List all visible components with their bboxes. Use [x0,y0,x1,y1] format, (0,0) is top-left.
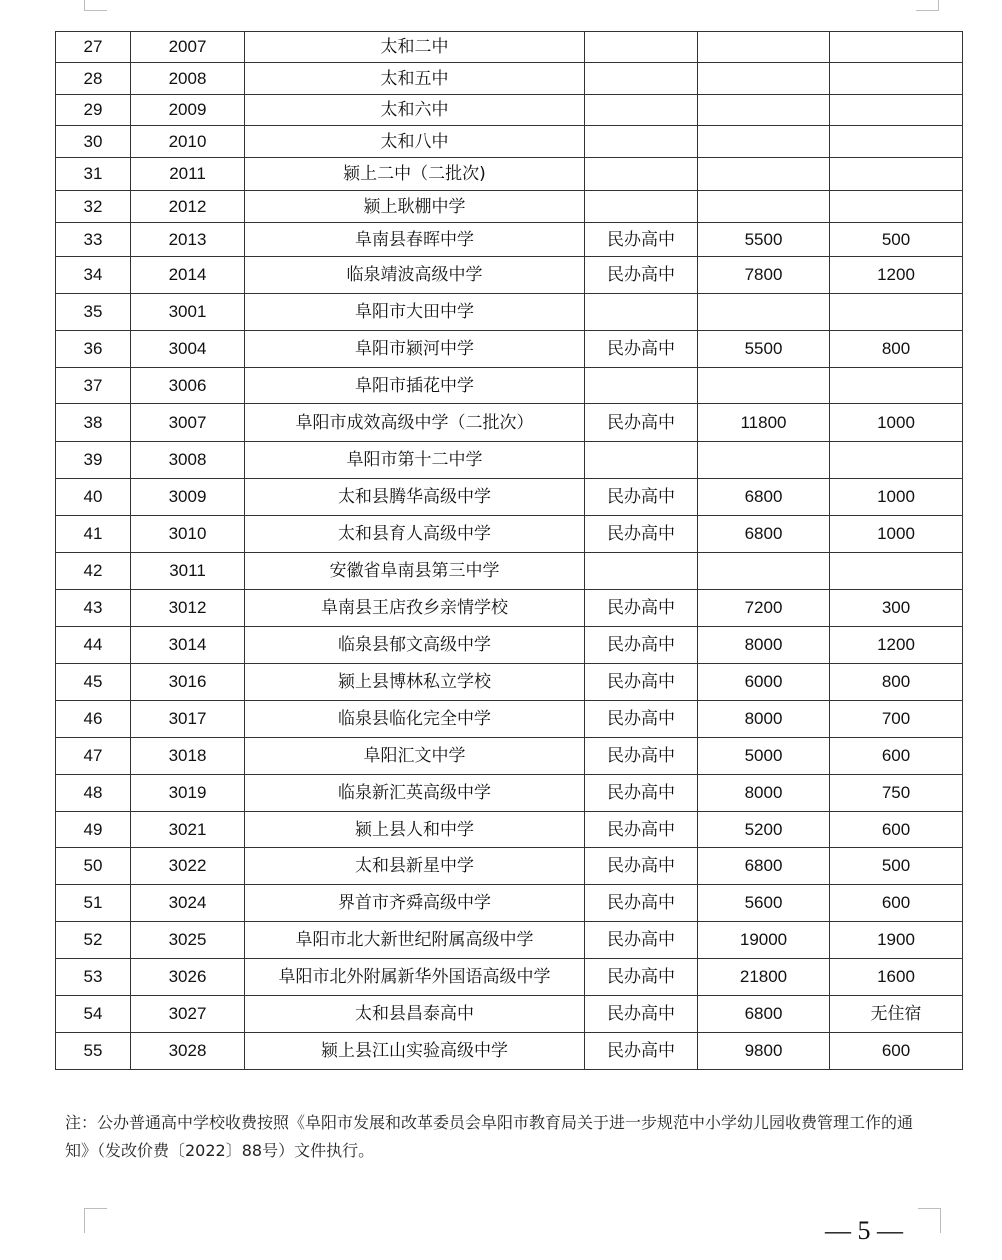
row-school-name-cell: 颍上县博林私立学校 [245,664,585,701]
row-code-cell: 3007 [131,404,245,442]
row-school-name-cell: 太和县腾华高级中学 [245,479,585,516]
table-row [56,553,963,590]
row-lodging-cell [830,95,963,126]
row-school-type-cell [585,126,698,158]
row-lodging-cell: 300 [830,590,963,627]
table-row [56,701,963,738]
row-lodging-cell: 500 [830,223,963,257]
row-seq-cell: 46 [56,701,131,738]
row-lodging-cell: 1600 [830,959,963,996]
row-school-type-cell: 民办高中 [585,404,698,442]
table-row [56,63,963,95]
table-row [56,959,963,996]
row-school-type-cell: 民办高中 [585,738,698,775]
row-school-type-cell: 民办高中 [585,664,698,701]
row-school-name-cell: 颍上耿棚中学 [245,191,585,223]
footnote: 注：公办普通高中学校收费按照《阜阳市发展和改革委员会阜阳市教育局关于进一步规范中小学幼儿园收费管理工作的通知》（发改价费〔2022〕88号）文件执行。 [65,1113,914,1160]
row-lodging-cell: 1000 [830,516,963,553]
row-school-name-cell: 阜阳市插花中学 [245,368,585,404]
row-school-name-cell: 太和二中 [245,32,585,63]
row-seq-cell: 53 [56,959,131,996]
row-seq-cell: 38 [56,404,131,442]
row-lodging-cell [830,126,963,158]
row-tuition-cell: 6800 [698,479,830,516]
table-row [56,191,963,223]
row-school-name-cell: 阜阳市北外附属新华外国语高级中学 [245,959,585,996]
row-tuition-cell [698,158,830,191]
row-tuition-cell: 5500 [698,331,830,368]
crop-mark-bottom-right [918,1208,941,1233]
school-fee-table [55,31,963,1070]
row-tuition-cell: 8000 [698,627,830,664]
table-row [56,738,963,775]
table-row [56,331,963,368]
row-tuition-cell: 6800 [698,516,830,553]
row-school-name-cell: 阜阳市北大新世纪附属高级中学 [245,922,585,959]
row-tuition-cell: 5000 [698,738,830,775]
row-code-cell: 3022 [131,848,245,885]
row-code-cell: 3018 [131,738,245,775]
row-lodging-cell: 800 [830,331,963,368]
row-lodging-cell: 1200 [830,257,963,294]
row-code-cell: 3024 [131,885,245,922]
row-seq-cell: 32 [56,191,131,223]
row-school-name-cell: 安徽省阜南县第三中学 [245,553,585,590]
row-school-name-cell: 太和县新星中学 [245,848,585,885]
row-seq-cell: 40 [56,479,131,516]
row-tuition-cell: 9800 [698,1033,830,1070]
row-school-type-cell [585,191,698,223]
table-row [56,95,963,126]
row-tuition-cell [698,294,830,331]
row-lodging-cell [830,368,963,404]
row-school-type-cell: 民办高中 [585,331,698,368]
row-school-type-cell: 民办高中 [585,922,698,959]
row-seq-cell: 45 [56,664,131,701]
row-tuition-cell: 5200 [698,812,830,848]
row-lodging-cell: 1000 [830,404,963,442]
row-school-type-cell: 民办高中 [585,223,698,257]
row-seq-cell: 41 [56,516,131,553]
row-school-name-cell: 临泉县临化完全中学 [245,701,585,738]
row-seq-cell: 27 [56,32,131,63]
crop-mark-top-left [84,0,107,11]
row-lodging-cell: 600 [830,812,963,848]
row-seq-cell: 50 [56,848,131,885]
row-tuition-cell: 8000 [698,701,830,738]
row-school-name-cell: 太和六中 [245,95,585,126]
table-row [56,812,963,848]
row-code-cell: 3010 [131,516,245,553]
row-seq-cell: 33 [56,223,131,257]
row-seq-cell: 36 [56,331,131,368]
row-code-cell: 3026 [131,959,245,996]
school-fee-table-body [56,32,963,1070]
row-lodging-cell [830,191,963,223]
row-school-name-cell: 界首市齐舜高级中学 [245,885,585,922]
row-code-cell: 3025 [131,922,245,959]
row-tuition-cell [698,191,830,223]
row-tuition-cell [698,126,830,158]
row-tuition-cell [698,95,830,126]
row-seq-cell: 52 [56,922,131,959]
row-school-name-cell: 阜阳汇文中学 [245,738,585,775]
table-row [56,442,963,479]
row-code-cell: 2007 [131,32,245,63]
row-school-type-cell [585,442,698,479]
row-lodging-cell [830,553,963,590]
row-code-cell: 3006 [131,368,245,404]
row-lodging-cell: 600 [830,738,963,775]
row-school-type-cell: 民办高中 [585,516,698,553]
row-school-name-cell: 阜阳市第十二中学 [245,442,585,479]
row-school-name-cell: 临泉县郁文高级中学 [245,627,585,664]
row-code-cell: 3027 [131,996,245,1033]
row-lodging-cell [830,32,963,63]
row-seq-cell: 51 [56,885,131,922]
table-row [56,368,963,404]
row-school-type-cell: 民办高中 [585,479,698,516]
row-code-cell: 2012 [131,191,245,223]
row-code-cell: 2009 [131,95,245,126]
row-lodging-cell: 600 [830,1033,963,1070]
row-lodging-cell: 500 [830,848,963,885]
row-lodging-cell [830,294,963,331]
table-row [56,922,963,959]
row-tuition-cell: 6800 [698,848,830,885]
row-tuition-cell [698,32,830,63]
row-tuition-cell: 7800 [698,257,830,294]
row-tuition-cell: 5600 [698,885,830,922]
row-school-name-cell: 太和县昌泰高中 [245,996,585,1033]
table-row [56,404,963,442]
row-school-type-cell [585,95,698,126]
row-lodging-cell: 1900 [830,922,963,959]
table-row [56,627,963,664]
row-school-type-cell [585,32,698,63]
row-code-cell: 3008 [131,442,245,479]
row-tuition-cell: 11800 [698,404,830,442]
row-code-cell: 3012 [131,590,245,627]
row-school-type-cell [585,553,698,590]
row-tuition-cell [698,63,830,95]
row-school-type-cell: 民办高中 [585,959,698,996]
table-row [56,294,963,331]
page-number: — 5 — [825,1216,903,1245]
row-seq-cell: 37 [56,368,131,404]
row-code-cell: 3016 [131,664,245,701]
row-tuition-cell: 6000 [698,664,830,701]
row-school-name-cell: 阜南县王店孜乡亲情学校 [245,590,585,627]
table-row [56,32,963,63]
row-seq-cell: 34 [56,257,131,294]
row-seq-cell: 39 [56,442,131,479]
row-school-type-cell: 民办高中 [585,257,698,294]
table-row [56,590,963,627]
row-code-cell: 2014 [131,257,245,294]
row-school-name-cell: 阜南县春晖中学 [245,223,585,257]
table-row [56,479,963,516]
row-school-type-cell [585,63,698,95]
row-school-name-cell: 太和五中 [245,63,585,95]
row-tuition-cell [698,442,830,479]
row-code-cell: 3028 [131,1033,245,1070]
row-tuition-cell: 7200 [698,590,830,627]
row-code-cell: 3021 [131,812,245,848]
table-row [56,996,963,1033]
row-code-cell: 3001 [131,294,245,331]
row-school-name-cell: 临泉新汇英高级中学 [245,775,585,812]
row-school-type-cell [585,368,698,404]
row-school-type-cell: 民办高中 [585,885,698,922]
row-tuition-cell: 21800 [698,959,830,996]
table-row [56,848,963,885]
row-seq-cell: 49 [56,812,131,848]
crop-mark-top-right [916,0,939,11]
row-code-cell: 2010 [131,126,245,158]
row-lodging-cell: 800 [830,664,963,701]
row-lodging-cell: 1200 [830,627,963,664]
row-seq-cell: 42 [56,553,131,590]
row-school-type-cell: 民办高中 [585,996,698,1033]
table-row [56,257,963,294]
row-seq-cell: 30 [56,126,131,158]
crop-mark-bottom-left [84,1208,107,1233]
row-lodging-cell [830,63,963,95]
row-lodging-cell: 1000 [830,479,963,516]
row-seq-cell: 54 [56,996,131,1033]
row-seq-cell: 31 [56,158,131,191]
row-school-type-cell: 民办高中 [585,848,698,885]
row-school-type-cell: 民办高中 [585,590,698,627]
row-school-type-cell [585,158,698,191]
row-seq-cell: 44 [56,627,131,664]
row-seq-cell: 55 [56,1033,131,1070]
row-lodging-cell: 600 [830,885,963,922]
table-row [56,223,963,257]
row-school-type-cell: 民办高中 [585,627,698,664]
row-lodging-cell: 750 [830,775,963,812]
table-row [56,1033,963,1070]
row-seq-cell: 43 [56,590,131,627]
row-school-name-cell: 太和八中 [245,126,585,158]
row-tuition-cell [698,368,830,404]
row-school-name-cell: 颍上县人和中学 [245,812,585,848]
row-seq-cell: 48 [56,775,131,812]
row-tuition-cell: 6800 [698,996,830,1033]
table-row [56,885,963,922]
row-seq-cell: 35 [56,294,131,331]
row-code-cell: 3011 [131,553,245,590]
table-row [56,126,963,158]
row-lodging-cell: 700 [830,701,963,738]
row-code-cell: 3017 [131,701,245,738]
row-code-cell: 2011 [131,158,245,191]
row-school-name-cell: 阜阳市大田中学 [245,294,585,331]
row-school-name-cell: 阜阳市成效高级中学（二批次） [245,404,585,442]
row-seq-cell: 29 [56,95,131,126]
row-tuition-cell: 8000 [698,775,830,812]
row-school-name-cell: 颍上二中（二批次) [245,158,585,191]
row-seq-cell: 47 [56,738,131,775]
table-row [56,158,963,191]
row-code-cell: 2013 [131,223,245,257]
row-school-name-cell: 太和县育人高级中学 [245,516,585,553]
row-lodging-cell [830,158,963,191]
row-school-type-cell: 民办高中 [585,775,698,812]
row-lodging-cell [830,442,963,479]
table-row [56,516,963,553]
row-code-cell: 3009 [131,479,245,516]
table-row [56,664,963,701]
row-tuition-cell [698,553,830,590]
row-school-type-cell: 民办高中 [585,1033,698,1070]
row-school-type-cell: 民办高中 [585,812,698,848]
row-seq-cell: 28 [56,63,131,95]
row-school-name-cell: 临泉靖波高级中学 [245,257,585,294]
row-lodging-cell: 无住宿 [830,996,963,1033]
row-school-type-cell [585,294,698,331]
row-tuition-cell: 5500 [698,223,830,257]
table-row [56,775,963,812]
row-code-cell: 3004 [131,331,245,368]
row-tuition-cell: 19000 [698,922,830,959]
row-code-cell: 3019 [131,775,245,812]
row-school-type-cell: 民办高中 [585,701,698,738]
row-code-cell: 2008 [131,63,245,95]
row-school-name-cell: 颍上县江山实验高级中学 [245,1033,585,1070]
row-code-cell: 3014 [131,627,245,664]
row-school-name-cell: 阜阳市颍河中学 [245,331,585,368]
